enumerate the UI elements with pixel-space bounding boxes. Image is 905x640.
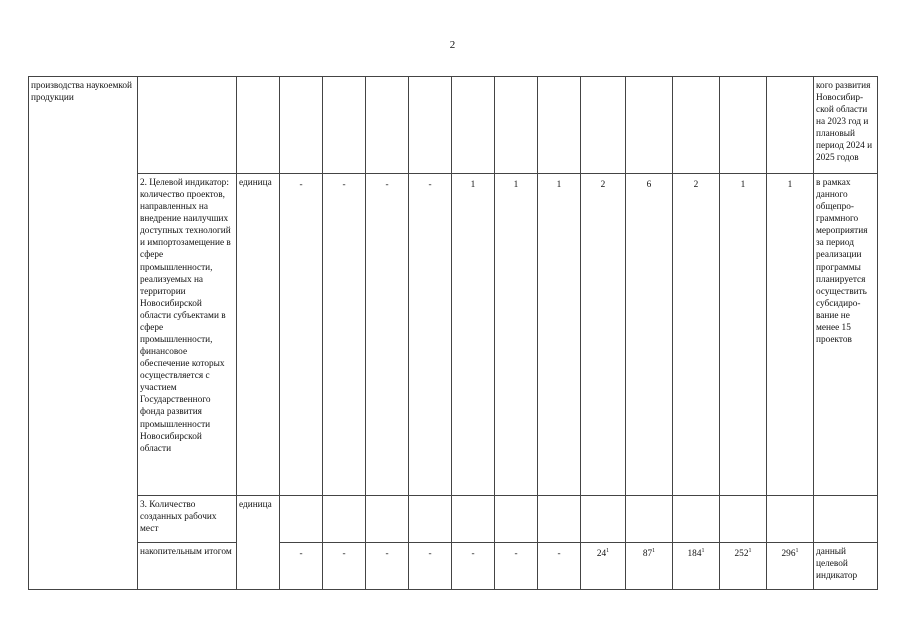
table-cell: [673, 77, 720, 174]
value-cell: [720, 543, 767, 590]
footnote-mark: 1: [795, 547, 799, 554]
indicator-cell: 2. Целевой индикатор: количество проектов, направленных на внедрение наилучших доступных технологий и импортозамещение в сфере промышленности, реализуемых на территории Новосибирской области субъектами в сфере промышленности, финансовое обеспечение которых осуществляется с участием Государственного фонда развития промышленности Новосибирской области: [138, 174, 237, 496]
value-cell: -: [323, 543, 366, 590]
table-cell: [409, 77, 452, 174]
indicator-cell: 3. Количество созданных рабочих мест: [138, 496, 237, 543]
table-cell: [495, 77, 538, 174]
value-cell: 1: [495, 174, 538, 496]
footnote-mark: 1: [701, 547, 705, 554]
value-cell: 2: [673, 174, 720, 496]
value-text: 296: [781, 549, 796, 559]
table-cell: [409, 496, 452, 543]
unit-cell: единица: [237, 174, 280, 496]
table-cell: [452, 496, 495, 543]
footnote-mark: 1: [652, 547, 656, 554]
table-cell: [720, 496, 767, 543]
value-text: 24: [596, 549, 607, 559]
value-cell: 1: [538, 174, 581, 496]
table-cell: [237, 77, 280, 174]
value-cell: -: [366, 543, 409, 590]
table-cell: [280, 496, 323, 543]
table-cell: [538, 77, 581, 174]
table-cell: [323, 77, 366, 174]
value-cell: -: [452, 543, 495, 590]
unit-cell: единица: [237, 496, 280, 590]
table-row: [29, 543, 878, 590]
value-cell: [673, 543, 720, 590]
value-cell: [581, 543, 626, 590]
table-row: [29, 174, 878, 496]
table-cell: [767, 77, 814, 174]
value-cell: -: [409, 174, 452, 496]
value-cell: -: [409, 543, 452, 590]
value-cell: 1: [452, 174, 495, 496]
value-cell: 1: [720, 174, 767, 496]
value-cell: 2: [581, 174, 626, 496]
table-cell: [366, 496, 409, 543]
value-cell: -: [538, 543, 581, 590]
value-text: 252: [734, 549, 749, 559]
table-cell: [538, 496, 581, 543]
table-cell: [626, 496, 673, 543]
goal-cell: производства наукоемкой продукции: [29, 77, 138, 590]
table-row: [29, 77, 878, 174]
value-cell: 6: [626, 174, 673, 496]
table-cell: [495, 496, 538, 543]
table-cell: [767, 496, 814, 543]
note-cell: в рамках данного общепро-граммного мероприятия за период реализации программы планируется осуществить субсидиро-вание не менее 15 проектов: [814, 174, 878, 496]
table-cell: [626, 77, 673, 174]
table-cell: [138, 77, 237, 174]
table-cell: [366, 77, 409, 174]
table-cell: [581, 77, 626, 174]
table-row: [29, 496, 878, 543]
value-cell: [626, 543, 673, 590]
table-cell: [720, 77, 767, 174]
footnote-mark: 1: [606, 547, 610, 554]
value-text: 87: [642, 549, 653, 559]
page-number: 2: [449, 39, 456, 51]
note-cell: [814, 496, 878, 543]
table-cell: [581, 496, 626, 543]
table-cell: [280, 77, 323, 174]
note-cell: данный целевой индикатор: [814, 543, 878, 590]
value-text: 184: [687, 549, 702, 559]
table-cell: [452, 77, 495, 174]
value-cell: -: [495, 543, 538, 590]
value-cell: -: [280, 174, 323, 496]
indicator-cell: накопительным итогом: [138, 543, 237, 590]
value-cell: -: [280, 543, 323, 590]
value-cell: [767, 543, 814, 590]
indicators-table: [28, 76, 878, 590]
table-cell: [323, 496, 366, 543]
value-cell: 1: [767, 174, 814, 496]
note-cell: кого развития Новосибир-ской области на 2023 год и плановый период 2024 и 2025 годов: [814, 77, 878, 174]
value-cell: -: [366, 174, 409, 496]
value-cell: -: [323, 174, 366, 496]
table-cell: [673, 496, 720, 543]
footnote-mark: 1: [748, 547, 752, 554]
